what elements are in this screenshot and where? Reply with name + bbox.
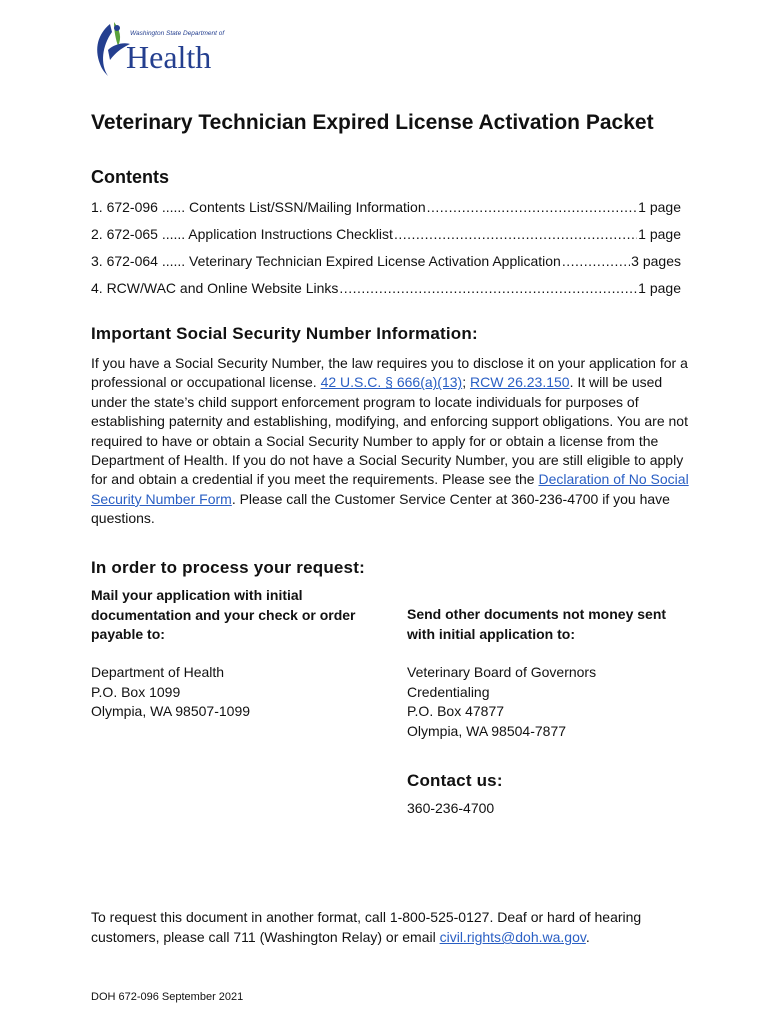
contents-item-label: 3. 672-064 ...... Veterinary Technician Expired License Activation Application — [91, 253, 561, 269]
dot-leader — [562, 251, 630, 271]
mail-application-heading: Mail your application with initial documentation and your check or order payable to: — [91, 587, 356, 642]
contents-item — [91, 251, 681, 278]
ssn-text-1: If you have a Social Security Number, the law requires you to disclose it on your application for a professional or occupational license. — [91, 355, 688, 391]
contents-item-label: 2. 672-065 ...... Application Instructions Checklist — [91, 226, 393, 242]
address-line: Department of Health — [91, 664, 225, 680]
usc-link[interactable]: 42 U.S.C. § 666(a)(13) — [320, 374, 463, 391]
contents-item-pages: 3 pages — [631, 253, 681, 269]
alternate-format-note — [91, 907, 711, 947]
address-line: Veterinary Board of Governors — [407, 664, 597, 680]
ssn-separator: ; — [462, 374, 470, 391]
contents-heading: Contents — [91, 167, 169, 187]
ssn-text-3: . Please call the Customer Service Center at 360-236-4700 if you have questions. — [91, 490, 670, 527]
dot-leader — [394, 224, 637, 244]
rcw-link[interactable]: RCW 26.23.150 — [469, 374, 570, 391]
contact-heading: Contact us: — [407, 771, 503, 790]
address-line: P.O. Box 1099 — [91, 683, 181, 700]
other-documents-heading: Send other documents not money sent with initial application to: — [407, 606, 667, 642]
logo-wordmark: Health — [126, 39, 212, 75]
footer-note-end: . — [585, 929, 590, 945]
contents-item-pages: 1 page — [638, 199, 681, 215]
contents-item-pages: 1 page — [638, 226, 681, 242]
dot-leader — [339, 278, 637, 298]
logo-tagline: Washington State Department of — [130, 30, 225, 37]
contents-item-pages: 1 page — [638, 280, 681, 296]
contact-phone: 360-236-4700 — [407, 800, 495, 816]
board-address — [407, 663, 596, 741]
contents-item — [91, 224, 681, 251]
address-line: P.O. Box 47877 — [407, 703, 505, 719]
address-line: Credentialing — [407, 683, 490, 700]
page-title: Veterinary Technician Expired License Activation Packet — [91, 111, 654, 134]
contents-item — [91, 278, 681, 305]
contents-list — [91, 197, 681, 305]
address-line: Olympia, WA 98504-7877 — [407, 722, 567, 739]
contents-item-label: 4. RCW/WAC and Online Website Links — [91, 280, 339, 296]
doh-logo — [90, 20, 225, 78]
civil-rights-email-link[interactable]: civil.rights@doh.wa.gov — [439, 929, 586, 945]
contents-item — [91, 197, 681, 224]
ssn-paragraph — [91, 354, 691, 529]
contents-item-label: 1. 672-096 ...... Contents List/SSN/Mailing Information — [91, 199, 426, 215]
footer-note-text: To request this document in another format, call 1-800-525-0127. Deaf or hard of hearing customers, please call 711 (Washington Relay) or email — [91, 909, 642, 945]
dot-leader — [427, 197, 638, 217]
declaration-form-link[interactable]: Declaration of No Social Security Number Form — [91, 471, 689, 507]
address-line: Olympia, WA 98507-1099 — [91, 703, 251, 719]
mail-address — [91, 663, 250, 722]
process-heading: In order to process your request: — [91, 558, 365, 577]
ssn-heading: Important Social Security Number Information: — [91, 324, 478, 343]
document-id: DOH 672-096 September 2021 — [91, 991, 244, 1003]
ssn-text-2: . It will be used under the state’s child support enforcement program to locate individuals for purposes of establishing paternity and establishing, modifying, and enforcing support obligations. You are not required to have or obtain a Social Security Number to apply for or obtain a license from the Department of Health. If you do not have a Social Security Number, you are still eligible to apply for and obtain a credential if you meet the requirements. Please see the — [91, 374, 688, 488]
